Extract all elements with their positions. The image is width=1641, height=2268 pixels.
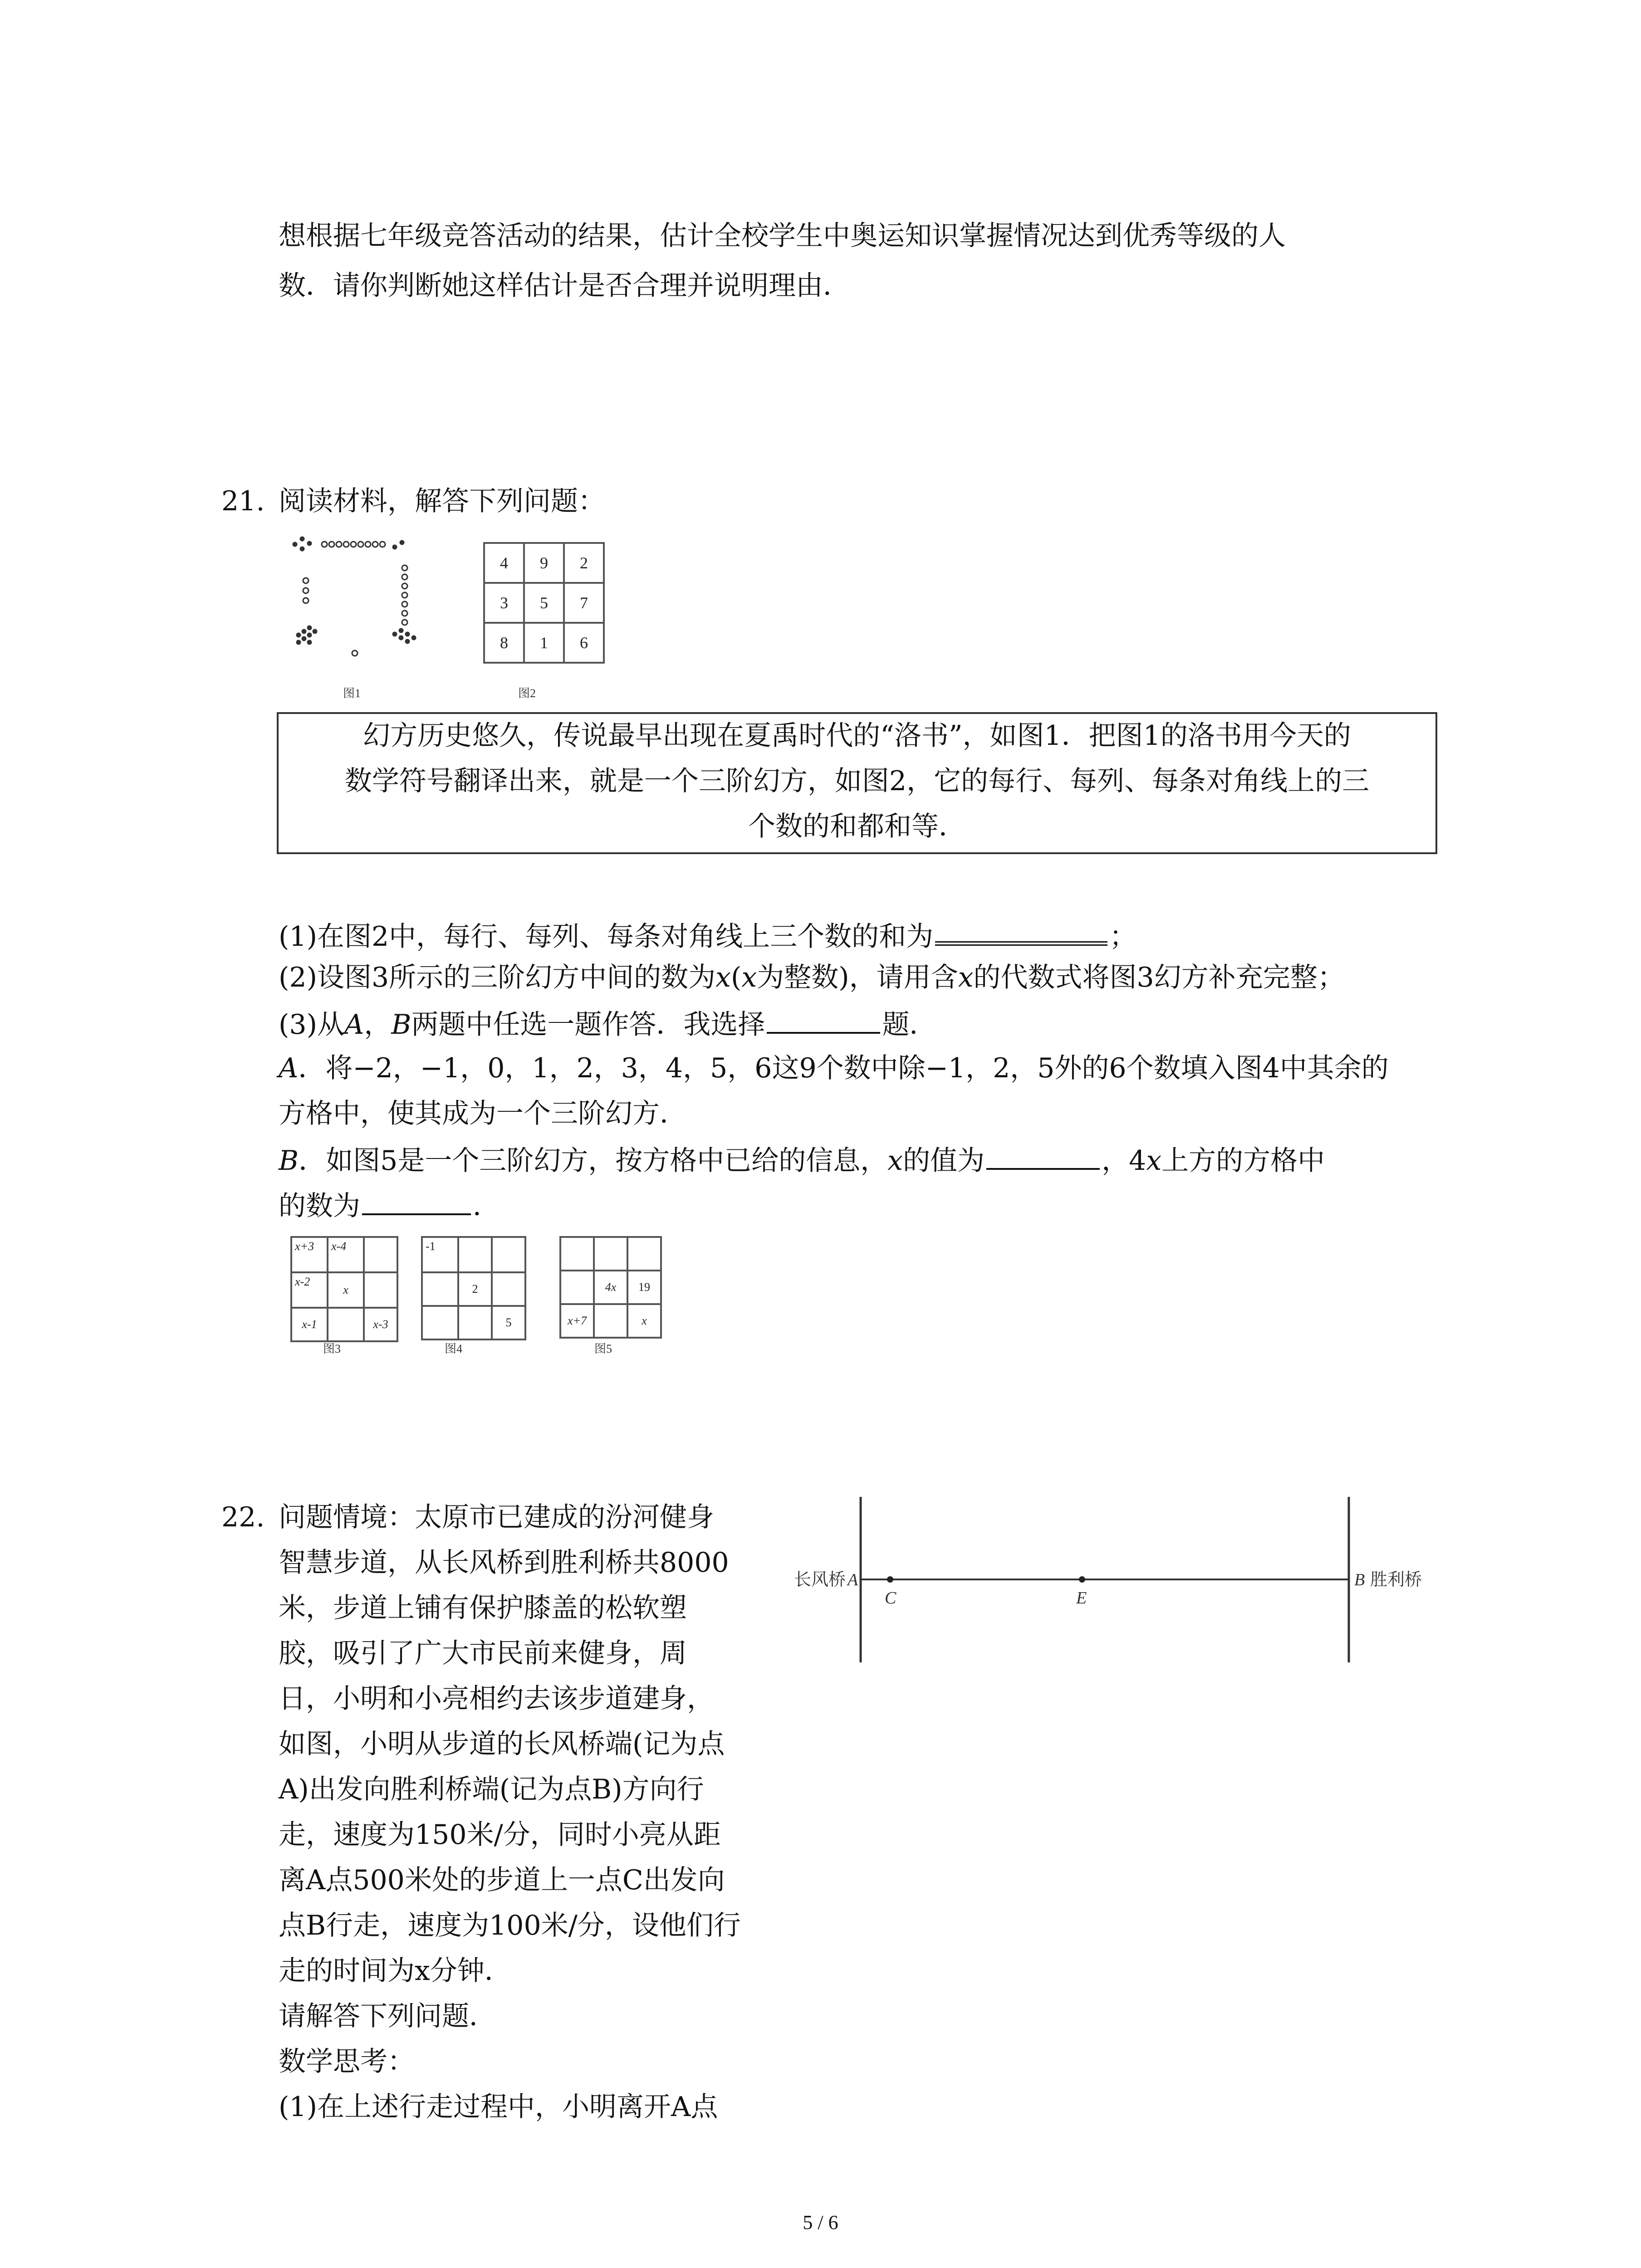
luoshu-figure (286, 531, 440, 662)
q21-part2-text: 为整数)，请用含 (757, 962, 958, 993)
option-B-label: B (279, 1145, 299, 1177)
fig5-cell: 4x (594, 1271, 627, 1304)
q22-line: 智慧步道，从长风桥到胜利桥共8000 (279, 1547, 729, 1579)
option-B-text: ，4 (1102, 1145, 1146, 1177)
fig5-cell (594, 1304, 627, 1338)
q21-part3-text: 两题中任选一题作答．我选择 (411, 1009, 765, 1041)
intro-line-2: 数．请你判断她这样估计是否合理并说明理由． (279, 270, 850, 302)
box-line-2: 数学符号翻译出来，就是一个三阶幻方，如图2，它的每行、每列、每条对角线上的三 (344, 765, 1370, 797)
option-B-text: 的数为 (279, 1190, 360, 1222)
fig2-cell: 2 (564, 543, 604, 583)
point-B-label: B (1354, 1570, 1365, 1589)
var-B: B (391, 1009, 411, 1041)
page-number: 5 / 6 (803, 2211, 838, 2234)
q21-optionA-line1 (279, 1046, 1389, 1091)
option-A-label: A (279, 1052, 299, 1084)
fig4-cell (492, 1237, 525, 1272)
box-line-1: 幻方历史悠久，传说最早出现在夏禹时代的“洛书”，如图1．把图1的洛书用今天的 (363, 720, 1351, 752)
label-changfeng: 长风桥 (794, 1569, 846, 1589)
fig2-cell: 7 (564, 583, 604, 623)
fig3-magic-square (290, 1236, 398, 1342)
q21-part3-text: (3)从 (279, 1009, 344, 1041)
fig4-cell: 5 (492, 1306, 525, 1339)
fig4-cell (422, 1306, 458, 1339)
q22-line: 如图，小明从步道的长风桥端(记为点 (279, 1728, 725, 1760)
var-x: x (741, 962, 757, 993)
fig5-cell (560, 1237, 594, 1271)
fig5-cell: 19 (627, 1271, 661, 1304)
fig5-cell: x (627, 1304, 661, 1338)
var-x: x (715, 962, 731, 993)
var-A: A (344, 1009, 364, 1041)
q22-line: 数学思考： (279, 2046, 415, 2077)
fig3-cell: x-1 (291, 1308, 328, 1341)
fig5-caption: 图5 (594, 1342, 612, 1355)
point-E-label: E (1076, 1589, 1087, 1608)
fig5-cell (560, 1271, 594, 1304)
fig3-cell: x-2 (291, 1272, 328, 1308)
q21-part2-text: (2)设图3所示的三阶幻方中间的数为 (279, 962, 716, 993)
fig2-cell: 4 (484, 543, 524, 583)
fig2-magic-square (483, 542, 605, 664)
q21-part1-text: (1)在图2中，每行、每列、每条对角线上三个数的和为 (279, 921, 934, 953)
fig3-cell (364, 1237, 397, 1272)
q22-line: 胶，吸引了广大市民前来健身，周 (279, 1637, 687, 1669)
answer-blank-1[interactable] (935, 909, 1107, 946)
fig4-cell (458, 1306, 492, 1339)
q22-line: 问题情境：太原市已建成的汾河健身 (279, 1501, 714, 1533)
q22-number: 22. (221, 1501, 265, 1533)
fig2-cell: 3 (484, 583, 524, 623)
fig5-magic-square (559, 1236, 662, 1339)
fig4-cell (422, 1272, 458, 1306)
reading-material-box (277, 712, 1437, 854)
q21-part2 (279, 955, 1345, 1000)
fig3-cell (364, 1272, 397, 1308)
var-x: x (1146, 1145, 1162, 1177)
fig3-cell (328, 1308, 364, 1341)
fig2-cell: 5 (524, 583, 564, 623)
fig5-cell (594, 1237, 627, 1271)
point-A-label: A (847, 1570, 858, 1589)
q21-title: 阅读材料，解答下列问题： (279, 485, 605, 517)
q22-line: 米，步道上铺有保护膝盖的松软塑 (279, 1592, 687, 1624)
answer-blank-choice[interactable] (767, 1000, 880, 1034)
fig4-magic-square (421, 1236, 526, 1340)
q22-line: A)出发向胜利桥端(记为点B)方向行 (279, 1774, 704, 1805)
q22-line: 请解答下列问题． (279, 2000, 496, 2032)
fig1-caption: 图1 (343, 687, 361, 700)
fig2-cell: 6 (564, 623, 604, 663)
q22-line: 走的时间为x分钟． (279, 1955, 512, 1987)
fig3-cell: x-4 (328, 1237, 364, 1272)
q21-part1 (279, 909, 1136, 959)
option-B-text: ．如图5是一个三阶幻方，按方格中已给的信息， (299, 1145, 888, 1177)
fig2-cell: 8 (484, 623, 524, 663)
q22-line: 离A点500米处的步道上一点C出发向 (279, 1864, 725, 1896)
box-line-3: 个数的和都和等． (748, 811, 966, 842)
fig3-caption: 图3 (323, 1342, 341, 1355)
option-B-text: ． (473, 1190, 500, 1222)
fig4-cell (492, 1272, 525, 1306)
fig4-cell: -1 (422, 1237, 458, 1272)
option-B-text: 的值为 (903, 1145, 985, 1177)
label-shengli: 胜利桥 (1370, 1569, 1422, 1589)
fig4-cell (458, 1237, 492, 1272)
q22-line: 走，速度为150米/分，同时小亮从距 (279, 1819, 721, 1851)
q22-line: 点B行走，速度为100米/分，设他们行 (279, 1910, 741, 1941)
fig5-cell (627, 1237, 661, 1271)
intro-line-1: 想根据七年级竞答活动的结果，估计全校学生中奥运知识掌握情况达到优秀等级的人 (279, 220, 1286, 252)
fig3-cell: x (328, 1272, 364, 1308)
fig2-cell: 1 (524, 623, 564, 663)
q22-line: 日，小明和小亮相约去该步道建身， (279, 1683, 714, 1715)
q22-line: (1)在上述行走过程中，小明离开A点 (279, 2091, 718, 2123)
fig2-caption: 图2 (518, 687, 536, 700)
answer-blank-x[interactable] (986, 1136, 1100, 1170)
q21-part2-text: 的代数式将图3幻方补充完整； (973, 962, 1345, 993)
q21-part1-end: ； (1109, 921, 1137, 953)
fig5-cell: x+7 (560, 1304, 594, 1338)
var-x: x (887, 1145, 903, 1177)
fig3-cell: x+3 (291, 1237, 328, 1272)
q21-optionB-line2 (279, 1182, 500, 1229)
option-A-text: ．将−2，−1，0，1，2，3，4，5，6这9个数中除−1，2，5外的6个数填入图4中其余的 (298, 1052, 1389, 1084)
q21-part2-text: ( (731, 962, 742, 993)
answer-blank-above[interactable] (362, 1182, 471, 1215)
q21-part3-text: 题． (882, 1009, 937, 1041)
var-x: x (958, 962, 974, 993)
q21-part3 (279, 1000, 936, 1047)
option-B-text: 上方的方格中 (1161, 1145, 1325, 1177)
fig4-caption: 图4 (445, 1342, 463, 1355)
fig4-cell: 2 (458, 1272, 492, 1306)
fig3-cell: x-3 (364, 1308, 397, 1341)
q21-optionA-line2: 方格中，使其成为一个三阶幻方． (279, 1098, 687, 1129)
q21-part3-text: ， (364, 1009, 392, 1041)
q21-optionB-line1 (279, 1136, 1325, 1183)
point-C-label: C (885, 1589, 896, 1608)
walkway-diagram (789, 1497, 1422, 1678)
fig2-cell: 9 (524, 543, 564, 583)
q21-number: 21. (221, 485, 265, 517)
